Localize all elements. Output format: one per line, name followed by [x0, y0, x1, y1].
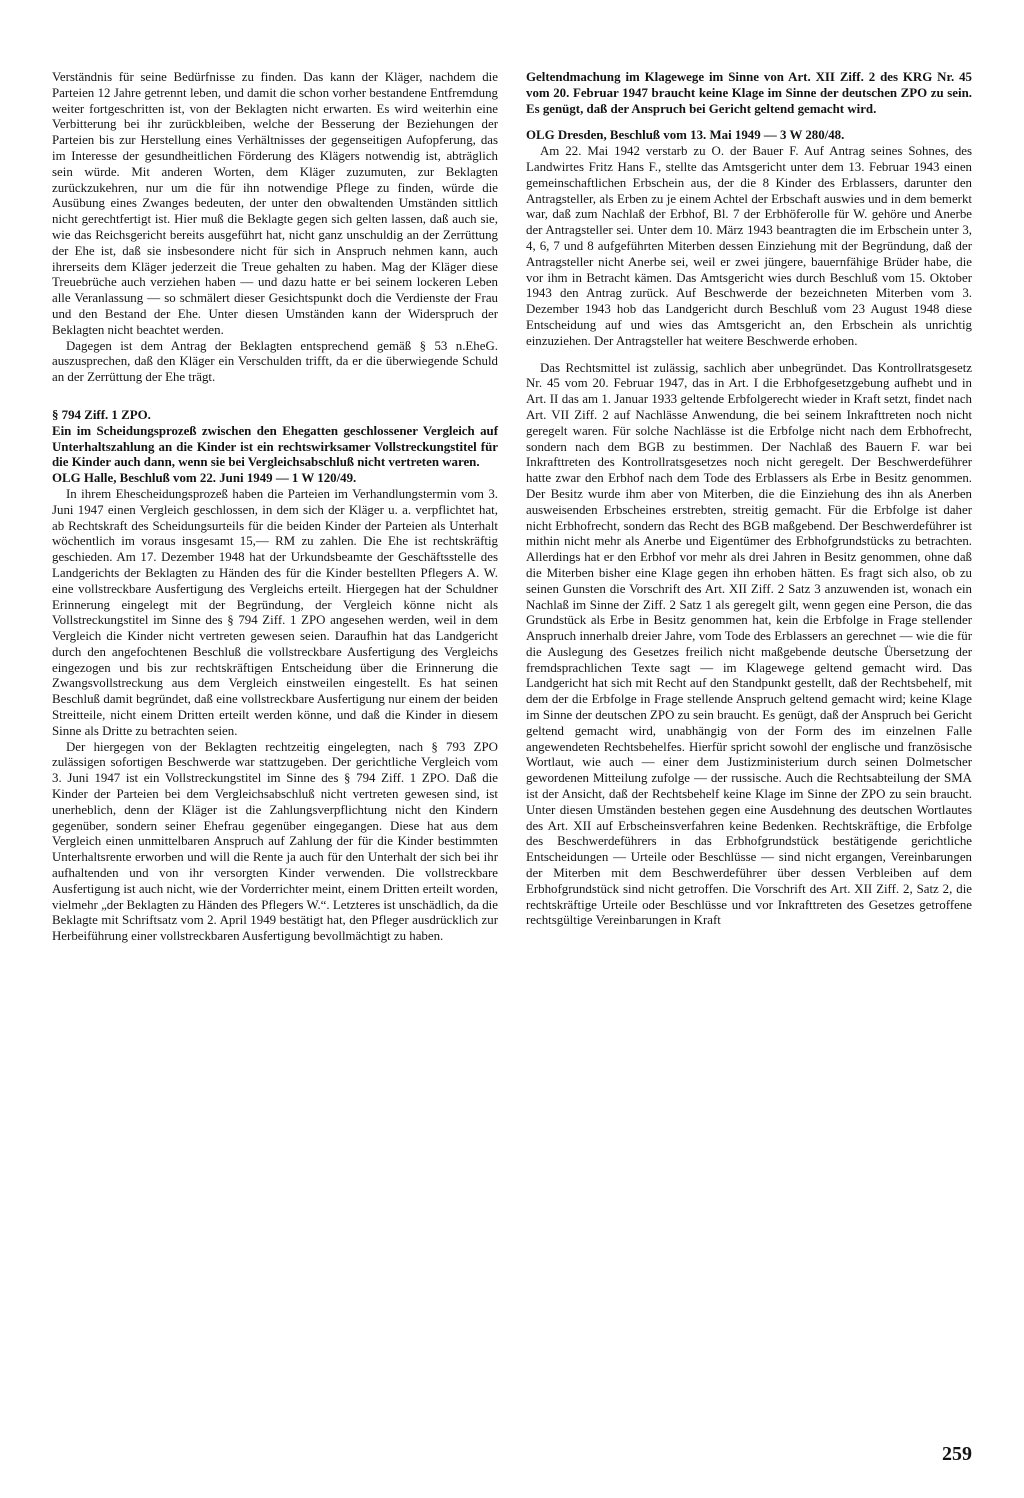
- right-column: [526, 70, 972, 929]
- section-heading: § 794 Ziff. 1 ZPO.: [52, 407, 151, 422]
- headnote: Ein im Scheidungsprozeß zwischen den Ehegatten geschlossener Vergleich auf Unterhaltszahlung an die Kinder ist ein rechtswirksamer Vollstreckungstitel für die Kinder auch dann, wenn sie bei Vergleichsabschluß nicht vertreten waren.: [52, 423, 498, 470]
- left-column: [52, 70, 498, 945]
- paragraph: Dagegen ist dem Antrag der Beklagten entsprechend gemäß § 53 n.EheG. auszusprechen, daß den Kläger ein Verschulden trifft, da er die überwiegende Schuld an der Zerrüttung der Ehe trägt.: [52, 338, 498, 385]
- headnote: Geltendmachung im Klagewege im Sinne von Art. XII Ziff. 2 des KRG Nr. 45 vom 20. Februar 1947 braucht keine Klage im Sinne der deutschen ZPO zu sein. Es genügt, daß der Anspruch bei Gericht geltend gemacht wird.: [526, 70, 972, 116]
- document-page: [52, 70, 972, 1450]
- paragraph: Verständnis für seine Bedürfnisse zu finden. Das kann der Kläger, nachdem die Parteien 12 Jahre getrennt leben, und damit die schon vorher bestandene Entfremdung weiter fortgeschritten ist, von der Beklagten nicht erwarten. Es wird weiterhin eine Verbitterung bei ihr zurückbleiben, welche der Besserung der Beziehungen der Parteien bis zur Herstellung eines Verhältnisses der gegenseitigen Aufopferung, das im Interesse der gesundheitlichen Förderung des Klägers notwendig ist, abträglich sein würde. Mit anderen Worten, dem Kläger zuzumuten, zur Beklagten zurückzukehren, nur um die für ihn notwendige Pflege zu finden, würde die Ausübung eines Zwanges bedeuten, der unter den obwaltenden Umständen sittlich nicht gerechtfertigt ist. Hier muß die Beklagte gegen sich gelten lassen, daß auch sie, wie das Reichsgericht bereits ausgeführt hat, nicht ganz unschuldig an der Zerrüttung der Ehe ist, daß sie insbesondere nicht für sich in Anspruch nehmen kann, auch ihrerseits dem Kläger jederzeit die Treue gehalten zu haben. Mag der Kläger diese Treuebrüche auch verziehen haben — und dazu hatte er bei seinem lockeren Leben alle Veranlassung — so schmälert dieser Gesichtspunkt doch die Verdienste der Frau und den Bestand der Ehe. Unter diesen Umständen kann der Widerspruch der Beklagten nicht beachtet werden.: [52, 70, 498, 337]
- paragraph: Das Rechtsmittel ist zulässig, sachlich aber unbegründet. Das Kontrollratsgesetz Nr. 45 vom 20. Februar 1947, das in Art. I die Erbhofgesetzgebung aufhebt und in Art. II das am 1. Januar 1933 geltende Erbfolgerecht wieder in Kraft setzt, findet nach Art. VII Ziff. 2 auf Nachlässe Anwendung, die bei seinem Inkrafttreten noch nicht geregelt waren. Für solche Nachlässe ist die Erbfolge nicht nach dem Erbhofrecht, sondern nach dem BGB zu bestimmen. Der Nachlaß des Bauern F. war bei Inkrafttreten des Kontrollratsgesetzes noch nicht geregelt. Der Beschwerdeführer hatte zwar den Erbhof nach dem Tode des Erblassers als Erbe in Besitz genommen. Der Besitz wurde ihm aber von Miterben, die die Einziehung des ihn als Anerben ausweisenden Erbscheines erstrebten, streitig gemacht. Für die Erbfolge ist daher nicht Erbhofrecht, sondern das Recht des BGB maßgebend. Der Beschwerdeführer ist mithin nicht mehr als Anerbe und Eigentümer des Erbhofgrundstücks zu betrachten. Allerdings hat er den Erbhof vor mehr als drei Jahren in Besitz genommen, ohne daß die Miterben bisher eine Klage gegen ihn erhoben hätten. Es fragt sich also, ob zu seinen Gunsten die Vorschrift des Art. XII Ziff. 2 Satz 3 anzuwenden ist, wonach ein Nachlaß im Sinne der Ziff. 2 Satz 1 als geregelt gilt, wenn gegen eine Person, die das Grundstück als Erbe in Besitz genommen hat, kein die Erbfolge in Frage stellender Anspruch innerhalb dreier Jahre, vom Tode des Erblassers an gerechnet — wie die für die Auslegung des Gesetzes freilich nicht maßgebende deutsche Übersetzung der fremdsprachlichen Texte sagt — im Klagewege geltend gemacht wird. Das Landgericht hat sich mit Recht auf den Standpunkt gestellt, daß der Rechtsbehelf, mit dem der die Erbfolge in Frage stellende Anspruch geltend gemacht wird; keine Klage im Sinne der deutschen ZPO zu sein braucht. Es genügt, daß der Anspruch bei Gericht geltend gemacht wird, unabhängig von der Form des im einzelnen Falle angewendeten Rechtsbehelfes. Hierfür spricht sowohl der englische und französische Wortlaut, wie auch — einer dem Justizministerium durch seinen Dolmetscher gewordenen Mitteilung zufolge — der russische. Auch die Rechtsabteilung der SMA ist der Ansicht, daß der Rechtsbehelf keine Klage im Sinne der ZPO zu sein braucht. Unter diesen Umständen bestehen gegen eine Ausdehnung des deutschen Wortlautes des Art. XII auf Erbscheinsverfahren keine Bedenken. Rechtskräftige, die Erbfolge des Beschwerdeführers in das Erbhofgrundstück bestätigende gerichtliche Entscheidungen — Urteile oder Beschlüsse — sind nicht ergangen, Vereinbarungen der Miterben mit dem Beschwerdeführer über dessen Verbleiben auf dem Erbhofgrundstück sind nicht getroffen. Die Vorschrift des Art. XII Ziff. 2, Satz 2, die rechtskräftige Urteile oder Beschlüsse und vor Inkrafttreten des Gesetzes getroffene rechtsgültige Vereinbarungen in Kraft: [526, 360, 972, 928]
- paragraph: Am 22. Mai 1942 verstarb zu O. der Bauer F. Auf Antrag seines Sohnes, des Landwirtes Fritz Hans F., stellte das Amtsgericht unter dem 13. Februar 1943 einen gemeinschaftlichen Erbschein aus, der die 8 Kinder des Erblassers, darunter den Antragsteller, als Erben zu je einem Achtel der Erbschaft auswies und in dem bemerkt war, daß zum Nachlaß der Erbhof, Bl. 7 der Erbhöferolle für W. gehöre und Anerbe der Antragsteller sei. Unter dem 10. März 1943 beantragten die im Erbschein unter 3, 4, 6, 7 und 8 aufgeführten Miterben dessen Einziehung mit der Begründung, daß der Antragsteller nicht Anerbe sei, weil er zwei jüngere, bauernfähige Brüder habe, die vor ihm in Betracht kämen. Das Amtsgericht wies durch Beschluß vom 15. Oktober 1943 den Antrag zurück. Auf Beschwerde der bezeichneten Miterben vom 3. Dezember 1943 hob das Landgericht durch Beschluß vom 23 August 1948 diese Entscheidung auf und wies das Amtsgericht an, den Erbschein als unrichtig einzuziehen. Der Antragsteller hat weitere Beschwerde erhoben.: [526, 144, 972, 348]
- court-citation: OLG Halle, Beschluß vom 22. Juni 1949 — 1 W 120/49.: [52, 471, 357, 486]
- paragraph: Der hiergegen von der Beklagten rechtzeitig eingelegten, nach § 793 ZPO zulässigen sofortigen Beschwerde war stattzugeben. Der gerichtliche Vergleich vom 3. Juni 1947 ist ein Vollstreckungstitel im Sinne des § 794 Ziff. 1 ZPO. Daß die Kinder der Parteien bei dem Vergleichsabschluß nicht vertreten gewesen sind, ist unerheblich, denn der Kläger ist die Zahlungsverpflichtung nicht den Kindern gegenüber, sondern seiner Ehefrau gegenüber eingegangen. Diese hat aus dem Vergleich einen unmittelbaren Anspruch auf Zahlung der für die Kinder bestimmten Unterhaltsrente erworben und will die Rente ja auch für den Unterhalt der sich bei ihr aufhaltenden und von ihr versorgten Kinder verwenden. Die vollstreckbare Ausfertigung ist auch nicht, wie der Vorderrichter meint, einem Dritten erteilt worden, vielmehr „der Beklagten zu Händen des Pflegers W.“. Letzteres ist unschädlich, da die Beklagte mit Schriftsatz vom 2. April 1949 bestätigt hat, den Pfleger ausdrücklich zur Herbeiführung einer vollstreckbaren Ausfertigung bevollmächtigt zu haben.: [52, 739, 498, 944]
- court-citation: OLG Dresden, Beschluß vom 13. Mai 1949 — 3 W 280/48.: [526, 128, 845, 143]
- paragraph: In ihrem Ehescheidungsprozeß haben die Parteien im Verhandlungstermin vom 3. Juni 1947 einen Vergleich geschlossen, in dem sich der Kläger u. a. verpflichtet hat, ab Rechtskraft des Scheidungsurteils für die beiden Kinder der Parteien als Unterhalt wöchentlich im voraus insgesamt 15,— RM zu zahlen. Die Ehe ist rechtskräftig geschieden. Am 17. Dezember 1948 hat der Urkundsbeamte der Geschäftsstelle des Landgerichts der Beklagten zu Händen des für die Kinder bestellten Pflegers A. W. eine vollstreckbare Ausfertigung des Vergleichs erteilt. Hiergegen hat der Schuldner Erinnerung eingelegt mit der Begründung, der Vergleich könne nicht als Vollstreckungstitel im Sinne des § 794 Ziff. 1 ZPO angesehen werden, weil in dem Vergleich die Kinder nicht vertreten gewesen seien. Daraufhin hat das Landgericht durch den angefochtenen Beschluß die vollstreckbare Ausfertigung des Vergleichs eingezogen und bis zur rechtskräftigen Entscheidung über die Erinnerung die Zwangsvollstreckung aus dem Vergleich einstweilen eingestellt. Es hat seinen Beschluß damit begründet, daß eine vollstreckbare Ausfertigung nur einem der beiden Streitteile, nicht einem Dritten erteilt werden könne, und daß die Kinder in diesem Sinne als Dritte zu betrachten seien.: [52, 486, 498, 738]
- page-number: 259: [942, 1443, 972, 1465]
